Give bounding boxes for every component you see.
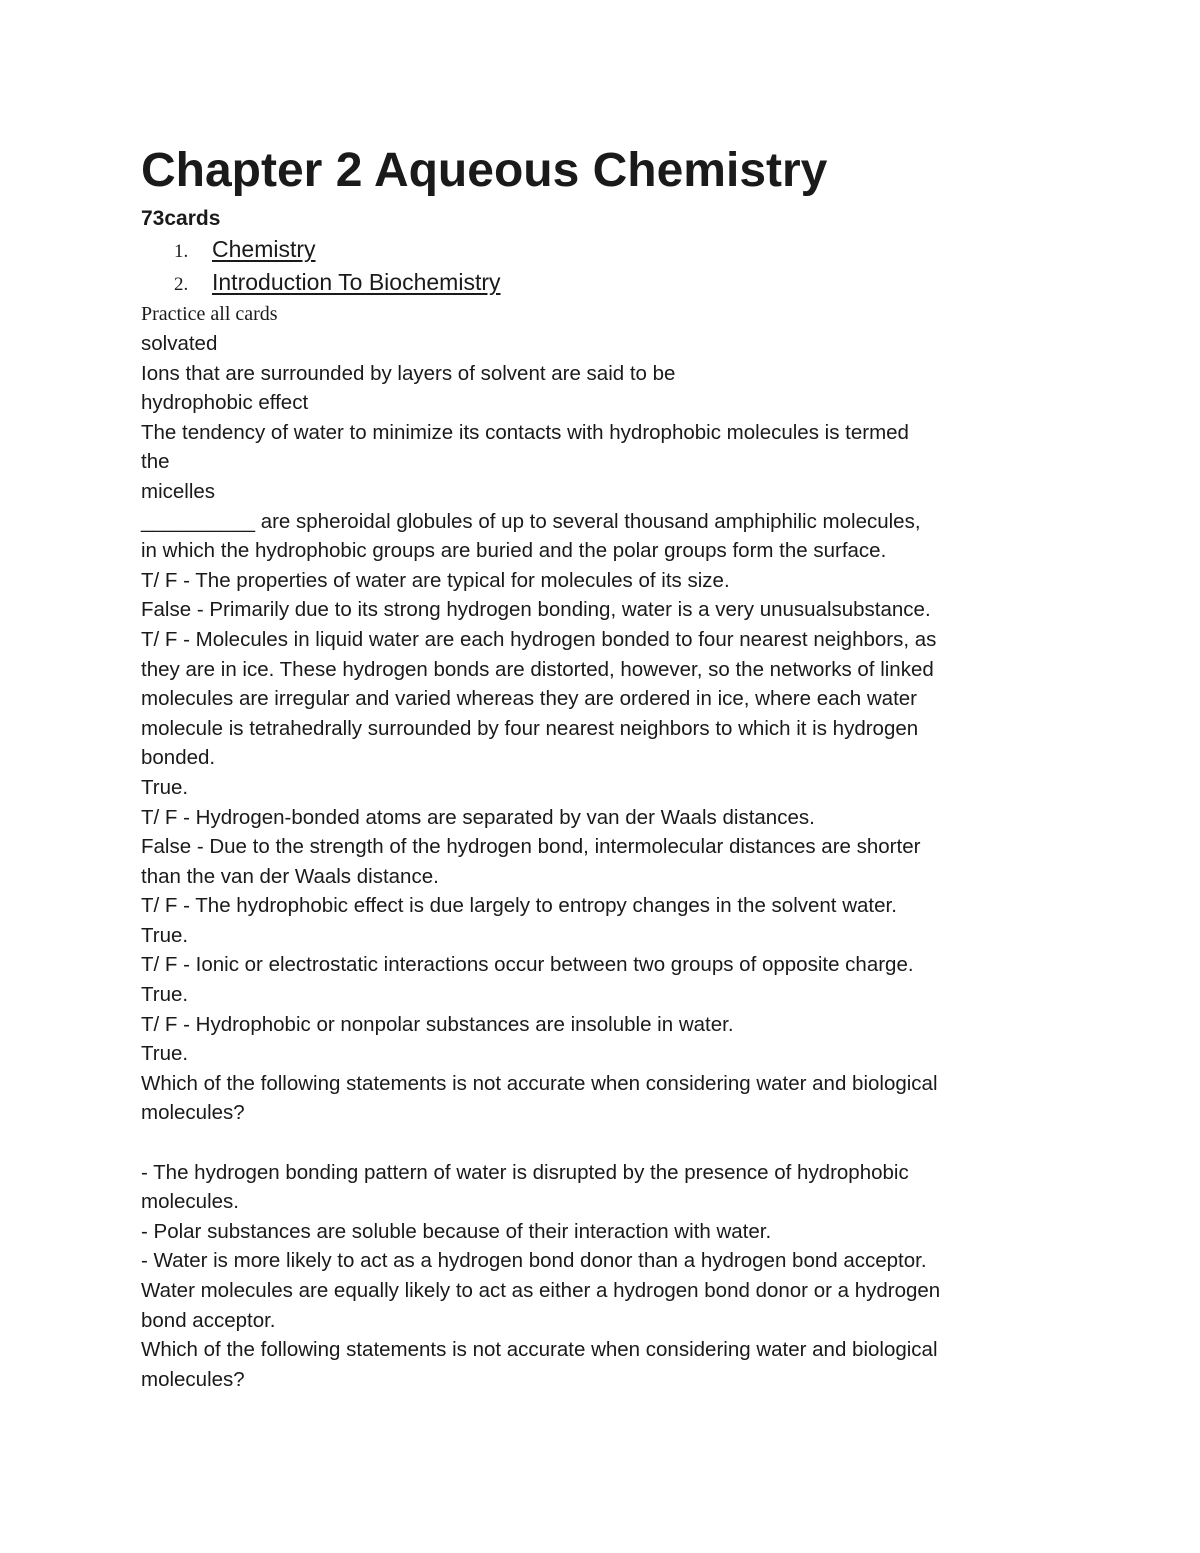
card-text-line: __________ are spheroidal globules of up to several thousand amphiphilic molecules, [141, 509, 921, 533]
card-text-line: Which of the following statements is not accurate when considering water and biological [141, 1338, 938, 1362]
card-text-line: solvated [141, 332, 218, 355]
topic-number: 2. [174, 274, 189, 295]
card-text-line: in which the hydrophobic groups are buried and the polar groups form the surface. [141, 539, 887, 563]
card-text-line: than the van der Waals distance. [141, 864, 439, 888]
card-text-line: molecule is tetrahedrally surrounded by four nearest neighbors to which it is hydrogen [141, 716, 919, 740]
blank-line [141, 1128, 1066, 1158]
card-text-line: molecules? [141, 1101, 245, 1125]
card-count: 73cards [141, 207, 221, 230]
card-text-line: The tendency of water to minimize its contacts with hydrophobic molecules is termed [141, 420, 909, 444]
document-page [141, 138, 1066, 1394]
card-text-line: hydrophobic effect [141, 391, 309, 415]
card-text-line: Ions that are surrounded by layers of solvent are said to be [141, 361, 676, 385]
card-text-line: T/ F - Molecules in liquid water are each hydrogen bonded to four nearest neighbors, as [141, 627, 937, 651]
card-text-line: True. [141, 983, 189, 1007]
page-title: Chapter 2 Aqueous Chemistry [141, 144, 828, 197]
topic-item [174, 267, 1066, 300]
card-text-line: molecules. [141, 1190, 239, 1214]
card-text-line: the [141, 450, 170, 474]
card-text-line: they are in ice. These hydrogen bonds are distorted, however, so the networks of linked [141, 657, 934, 681]
card-text-line: True. [141, 775, 189, 799]
topic-item [174, 234, 1066, 267]
card-text-line: False - Due to the strength of the hydrogen bond, intermolecular distances are shorter [141, 835, 921, 859]
card-text-line: T/ F - Ionic or electrostatic interactions occur between two groups of opposite charge. [141, 953, 914, 977]
card-text-line: False - Primarily due to its strong hydrogen bonding, water is a very unusualsubstance. [141, 598, 931, 622]
topic-list [141, 234, 1066, 300]
topic-link-chemistry[interactable]: Chemistry [212, 236, 316, 262]
card-text-line: Which of the following statements is not accurate when considering water and biological [141, 1071, 938, 1095]
card-text-line: Water molecules are equally likely to act as either a hydrogen bond donor or a hydrogen [141, 1279, 941, 1302]
card-text-line: bonded. [141, 746, 216, 770]
practice-all-cards-link[interactable]: Practice all cards [141, 303, 278, 325]
card-content [141, 329, 1066, 1394]
card-text-line: True. [141, 923, 189, 947]
card-text-line: True. [141, 1042, 189, 1066]
card-text-line: T/ F - Hydrogen-bonded atoms are separated by van der Waals distances. [141, 805, 815, 829]
card-text-line: molecules? [141, 1367, 245, 1391]
card-text-line: molecules are irregular and varied whereas they are ordered in ice, where each water [141, 687, 917, 711]
card-text-line: T/ F - Hydrophobic or nonpolar substances are insoluble in water. [141, 1012, 734, 1036]
card-text-line: micelles [141, 479, 216, 503]
card-text-line: T/ F - The properties of water are typical for molecules of its size. [141, 568, 730, 592]
card-text-line: - The hydrogen bonding pattern of water is disrupted by the presence of hydrophobic [141, 1160, 909, 1184]
card-text-line: bond acceptor. [141, 1308, 276, 1332]
card-text-line: - Polar substances are soluble because of their interaction with water. [141, 1219, 772, 1243]
topic-number: 1. [174, 241, 189, 262]
card-text-line: - Water is more likely to act as a hydrogen bond donor than a hydrogen bond acceptor. [141, 1249, 927, 1273]
card-text-line: T/ F - The hydrophobic effect is due largely to entropy changes in the solvent water. [141, 894, 897, 918]
topic-link-introduction-to-biochemistry[interactable]: Introduction To Biochemistry [212, 269, 501, 295]
